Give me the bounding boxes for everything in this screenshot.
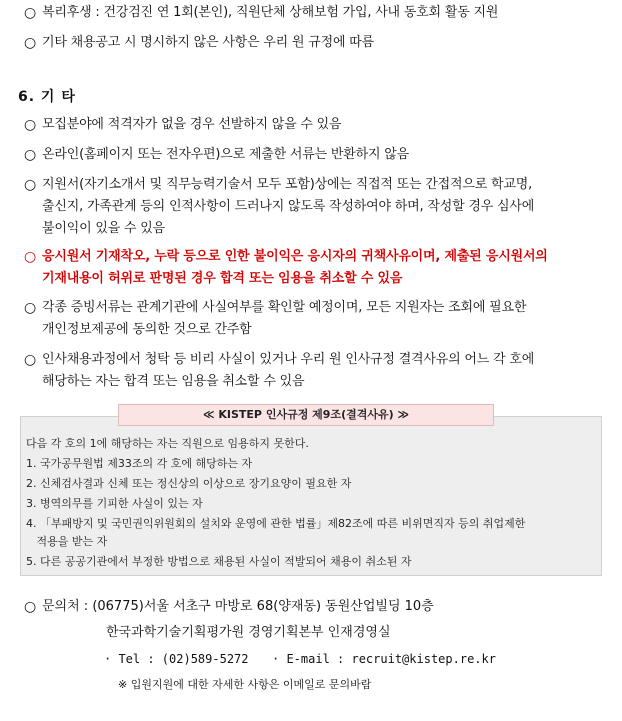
other-rules-text: 기타 채용공고 시 명시하지 않은 사항은 우리 원 규정에 따름 xyxy=(42,35,374,50)
regulation-line: 5. 다른 공공기관에서 부정한 방법으로 채용된 사실이 적발되어 채용이 취소된 자 xyxy=(26,555,412,568)
contact-tel: · Tel : (02)589-5272 xyxy=(104,652,249,666)
section-title: 6. 기 타 xyxy=(18,89,76,105)
list-item: 각종 증빙서류는 관계기관에 사실여부를 확인할 예정이며, 모든 지원자는 조회에 필요한 xyxy=(42,300,527,315)
regulation-intro: 다음 각 호의 1에 해당하는 자는 직원으로 임용하지 못한다. xyxy=(26,437,309,450)
regulation-line: 4. 「부패방지 및 국민권익위원회의 설치와 운영에 관한 법률」제82조에 따른 비위면직자 등의 취업제한 xyxy=(26,517,526,530)
regulation-line: 3. 병역의무를 기피한 사실이 있는 자 xyxy=(26,497,203,510)
contact-email[interactable]: · E-mail : recruit@kistep.re.kr xyxy=(272,652,496,666)
list-item: 온라인(홈페이지 또는 전자우편)으로 제출한 서류는 반환하지 않음 xyxy=(42,147,410,162)
warning-item-continued: 기재내용이 허위로 판명된 경우 합격 또는 임용을 취소할 수 있음 xyxy=(42,271,403,286)
bullet-icon: ○ xyxy=(24,177,37,193)
regulation-box-title: ≪ KISTEP 인사규정 제9조(결격사유) ≫ xyxy=(118,404,494,426)
contact-organization: 한국과학기술기획평가원 경영기획본부 인재경영실 xyxy=(106,625,391,640)
bullet-icon: ○ xyxy=(24,35,37,51)
list-item: 지원서(자기소개서 및 직무능력기술서 모두 포함)상에는 직접적 또는 간접적으로 학교명, xyxy=(42,177,533,192)
list-item-continued: 불이익이 있을 수 있음 xyxy=(42,221,166,236)
benefits-text: 복리후생 : 건강검진 연 1회(본인), 직원단체 상해보험 가입, 사내 동호회 활동 지원 xyxy=(42,5,499,20)
contact-address: 문의처 : (06775)서울 서초구 마방로 68(양재동) 동원산업빌딩 10층 xyxy=(42,599,434,614)
bullet-icon: ○ xyxy=(24,300,37,316)
regulation-line: 1. 국가공무원법 제33조의 각 호에 해당하는 자 xyxy=(26,457,253,470)
regulation-line: 2. 신체검사결과 신체 또는 정신상의 이상으로 장기요양이 필요한 자 xyxy=(26,477,352,490)
bullet-icon: ○ xyxy=(24,117,37,133)
list-item-continued: 개인정보제공에 동의한 것으로 간주함 xyxy=(42,322,252,337)
bullet-icon: ○ xyxy=(24,249,37,265)
list-item: 인사채용과정에서 청탁 등 비리 사실이 있거나 우리 원 인사규정 결격사유의 어느 각 호에 xyxy=(42,352,535,367)
warning-item: 응시원서 기재착오, 누락 등으로 인한 불이익은 응시자의 귀책사유이며, 제출된 응시원서의 xyxy=(42,249,548,264)
bullet-icon: ○ xyxy=(24,599,37,615)
regulation-line: 적용을 받는 자 xyxy=(26,535,108,548)
bullet-icon: ○ xyxy=(24,147,37,163)
contact-note: ※ 입원지원에 대한 자세한 사항은 이메일로 문의바람 xyxy=(118,678,372,691)
bullet-icon: ○ xyxy=(24,352,37,368)
list-item-continued: 해당하는 자는 합격 또는 임용을 취소할 수 있음 xyxy=(42,374,305,389)
list-item-continued: 출신지, 가족관계 등의 인적사항이 드러나지 않도록 작성하여야 하며, 작성할 경우 심사에 xyxy=(42,199,535,214)
bullet-icon: ○ xyxy=(24,5,37,21)
list-item: 모집분야에 적격자가 없을 경우 선발하지 않을 수 있음 xyxy=(42,117,342,132)
